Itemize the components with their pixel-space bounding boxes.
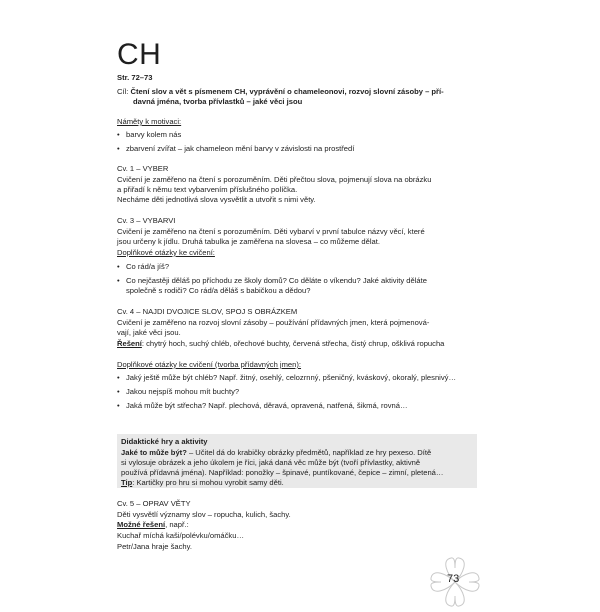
ex5-heading: Cv. 5 – OPRAV VĚTY [117,499,191,508]
games-question: Jaké to může být? [121,448,187,457]
bullet-icon: • [117,373,120,382]
ex5-solution-label: Možné řešení [117,520,166,529]
motivation-heading: Náměty k motivaci: [117,117,182,126]
bullet-icon: • [117,262,120,271]
ex4-question: Jaký ještě může být chléb? Např. žitný, osehlý, celozrnný, pšeničný, kváskový, okoralý, plesnivý… [126,373,457,382]
page-range: Str. 72–73 [117,73,153,82]
ex5-line: Děti vysvětlí významy slov – ropucha, kulich, šachy. [117,510,291,519]
ex4-question: Jaká může být střecha? Např. plechová, děravá, opravená, natřená, šikmá, rovná… [126,401,408,410]
games-line: si vylosuje obrázek a jeho úkolem je říci, jaká daná věc může být (tvoří přívlastky, aktivně [121,458,421,467]
games-tip-label: Tip [121,478,133,487]
ex3-heading: Cv. 3 – VYBARVI [117,216,176,225]
games-heading: Didaktické hry a aktivity [121,437,208,446]
games-line: používá přídavná jména). Například: ponožky – špinavé, puntíkované, čepice – zimní, pletená… [121,468,444,477]
ex3-question: Co rád/a jíš? [126,262,170,271]
ex4-question: Jakou nejspíš mohou mít buchty? [126,387,240,396]
ex5-example: Petr/Jana hraje šachy. [117,542,192,551]
ex4-solution [117,339,444,349]
goal-line-2: davná jména, tvorba přívlastků – jaké věci jsou [133,97,303,106]
ex1-heading: Cv. 1 – VYBER [117,164,169,173]
games-text: – Učitel dá do krabičky obrázky předmětů, například ze hry pexeso. Dítě [186,448,432,457]
ex3-question-cont: společně s rodiči? Co rád/a děláš s babičkou a dědou? [126,286,311,295]
ex4-heading: Cv. 4 – NAJDI DVOJICE SLOV, SPOJ S OBRÁZKEM [117,307,298,316]
ex1-line: Necháme děti jednotlivá slova vysvětlit a utvořit s nimi věty. [117,195,316,204]
bullet-icon: • [117,130,120,139]
games-tip-text: : Kartičky pro hru si mohou vyrobit samy děti. [132,478,284,487]
ex1-line: a přiřadí k němu text vybarvením příslušného políčka. [117,185,298,194]
ex3-questions-heading: Doplňkové otázky ke cvičení: [117,248,215,257]
games-tip [121,478,284,488]
ex4-solution-text: : chytrý hoch, suchý chléb, ořechové buchty, červená střecha, čistý chrup, ošklivá ropucha [141,339,445,348]
ex4-line: Cvičení je zaměřeno na rozvoj slovní zásoby – používání přídavných jmen, která pojmenová- [117,318,430,327]
bullet-icon: • [117,276,120,285]
ex3-question: Co nejčastěji děláš po příchodu ze školy domů? Co děláte o víkendu? Jaké aktivity děláte [126,276,427,285]
goal-line-1 [117,87,444,97]
goal-prefix: Cíl: [117,87,131,96]
ex4-questions-heading: Doplňkové otázky ke cvičení (tvorba přídavných jmen): [117,360,302,369]
ex4-line: vají, jaké věci jsou. [117,328,181,337]
bullet-icon: • [117,387,120,396]
page-number: 73 [447,573,460,585]
ex5-example: Kuchař míchá kaši/polévku/omáčku… [117,531,245,540]
goal-text-1: Čtení slov a vět s písmenem CH, vyprávění o chameleonovi, rozvoj slovní zásoby – pří- [130,87,444,96]
ex5-solution [117,520,189,530]
ex3-line: Cvičení je zaměřeno na čtení s porozuměním. Děti vybarví v první tabulce názvy věcí, které [117,227,425,236]
bullet-icon: • [117,144,120,153]
ex3-line: jsou určeny k jídlu. Druhá tabulka je zaměřena na slovesa – co můžeme dělat. [117,237,380,246]
ex1-line: Cvičení je zaměřeno na čtení s porozuměním. Děti přečtou slova, pojmenují slova na obrázku [117,175,432,184]
bullet-icon: • [117,401,120,410]
games-line [121,448,431,458]
ex4-solution-label: Řešení [117,339,142,348]
motivation-item: zbarvení zvířat – jak chameleon mění barvy v závislosti na prostředí [126,144,355,153]
page-title: CH [117,38,162,71]
motivation-item: barvy kolem nás [126,130,182,139]
ex5-solution-suffix: , např.: [165,520,189,529]
document-page [117,0,489,600]
